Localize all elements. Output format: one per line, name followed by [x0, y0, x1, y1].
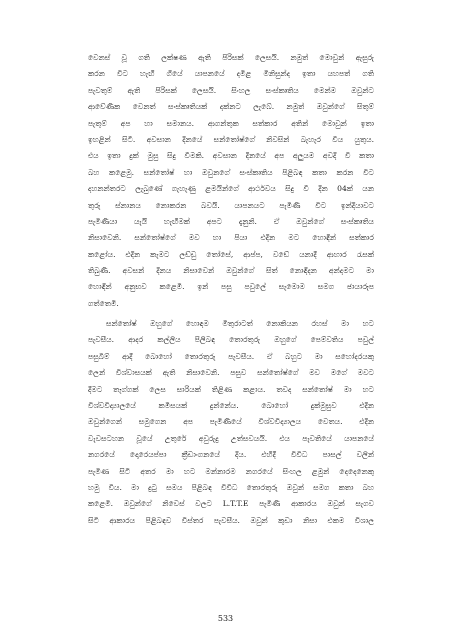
text-line: පැමිණ සිටි අතර මා හට මන්නාරම නගරයේ සිංහල ළමුන් දෙදෙනෙකු: [88, 466, 374, 476]
page-number: 533: [217, 614, 234, 623]
text-line: සිටි ආකාරය පිළිබඳව විස්තර පැවසීය. ඔවුන් කුඩා නිසා එකම විශාල: [88, 515, 374, 525]
text-line: දහනන්තරට ලැබුණේ ගැහැණු ළමයින්ගේ ආර්ථවය සිදු වී දින 04ක් යන: [88, 184, 374, 194]
text-line: දීමට තෑග්ගක් ලෙස සාරියක් තිළිණ කළාය. තවද සන්තෝෂ් මා හට: [88, 384, 374, 394]
text-line: තුරු ස්නානය නොකරන බවයි. යාපනයට පැමිණි විට ඉන්දියාවට: [88, 200, 374, 210]
text-line: පැමිණියා යැයි හැඟීමක් අපට දැනුනි. ඒ ඔවුන්ගේ සංස්කෘතිය: [88, 216, 374, 226]
text-line: ආවේණික වෙනත් සංස්කෘතියක් දක්නට ලැබේ. නමුත් ඔවුන්ගේ සිතුම්: [88, 102, 374, 112]
text-line: වැවසටහන වූයේ උතුරේ අවුරුදු උත්සවයයි. එය පැවතියේ යාපනයේ: [88, 433, 374, 443]
text-line: නගරයේ දොරෙයප්පා ක්‍රීඩාංගනයේ දිය. එහිදී විවිධ පාසල් වලින්: [88, 450, 374, 460]
text-line: පසුබිම් ආදී බොහෝ තොරතුරු පැවසීය. ඒ බහුට මා සහෝදරයකු: [88, 351, 374, 361]
text-line: හමු විය. මා දුටු සමය පිළිබඳ විවිධ තොරතුරු ඔවුන් සමග කතා බහ: [88, 482, 374, 492]
paragraph-2: [88, 316, 374, 529]
text-line: සන්තෝෂ් ඔහුගේ හොඳම මිතුරාටත් නොකියන රහස් මා හට: [106, 319, 374, 328]
text-line: කළෙමි. ඔවුන්ගේ නිවෙස් වලට L.T.T.E පැමිණි ආකාරය ඔවුන් සැගව: [88, 499, 374, 509]
text-line: පැවසීය. ආදර කල්ලිය පිලිබඳ තොරතුරු ඔහුගේ පෙම්වතිය පවුල්: [88, 335, 374, 345]
text-line: නිසාවෙනි. සන්තෝෂ්ගේ මව හා පියා එදින මට හොඳින් සත්කාර: [88, 233, 374, 243]
text-line: වෙනස් වූ ගති ලක්ෂණ ඇති පිරිසක් ලෙසයි. නමුත් මොවුන් ඇසුරු: [88, 53, 374, 62]
text-line: ලෙන් විශ්වාසයක් ඇති නිසාවෙනි. පසුව සන්තෝෂ්ගේ මව මගේ මවට: [88, 368, 374, 378]
text-line: විශ්වවිද්‍යාලයේ කමිසයක් දුන්නේය. බොහෝ දුක්මුසුව එදින: [88, 400, 374, 410]
text-line: හොඳින් අනුභව කළෙමි. ඉන් පසු පවුලේ සැමොම සමග ඡායාරූප: [88, 282, 374, 292]
text-line: කළෝය. එදින කැමට ලඩ්ඩු තෝසේ, ආප්ප, වඩේ යනාදී ආහාර රැසක්: [88, 249, 374, 259]
text-line: පැවතුම් ඇති පිරිසක් ලෙසයි. සිංහල සංස්කෘතිය මෙන්ම ඔවුන්ට: [88, 85, 374, 95]
text-line: ඉහළින් සිටී. අවසාන දිනයේ සන්තෝෂ්ගේ නිවසින් බැහැර වීය යුතුය.: [88, 134, 374, 144]
paragraph-1: [88, 50, 374, 312]
text-line: කරන විට හැඟී ගියේ යාපනයේ දමිළ මිනිසුන්ද ඉතා යහපත් ගති: [88, 69, 374, 79]
text-line: ඔවුන්ගෙන් සමුගෙන අප පැමිණියේ විශ්වවිද්‍යාලය වෙතය. එදින: [88, 417, 374, 427]
text-line: තිබුණි. අවසන් දිනය නිසාවෙන් ඔවුන්ගේ සිත් නොඳිදන අන්දමට මා: [88, 266, 374, 276]
text-line: බහ කළෙමු. සන්තෝෂ් හා ඔවුනගේ සංස්කෘතිය පිළිබඳ කතා කරන විට: [88, 167, 374, 177]
text-line: ගත්තෙමි.: [88, 298, 119, 308]
text-line: පැතුම් අප හා සමානය. ආගන්තුක සත්කාර අතින් මොවුන් ඉතා: [88, 118, 374, 128]
text-line: එය ඉතා දුක් මුසු සිදු වීමකි. අවසාන දිනයේ අප අලුයම අවදි වී කතා: [88, 151, 374, 161]
